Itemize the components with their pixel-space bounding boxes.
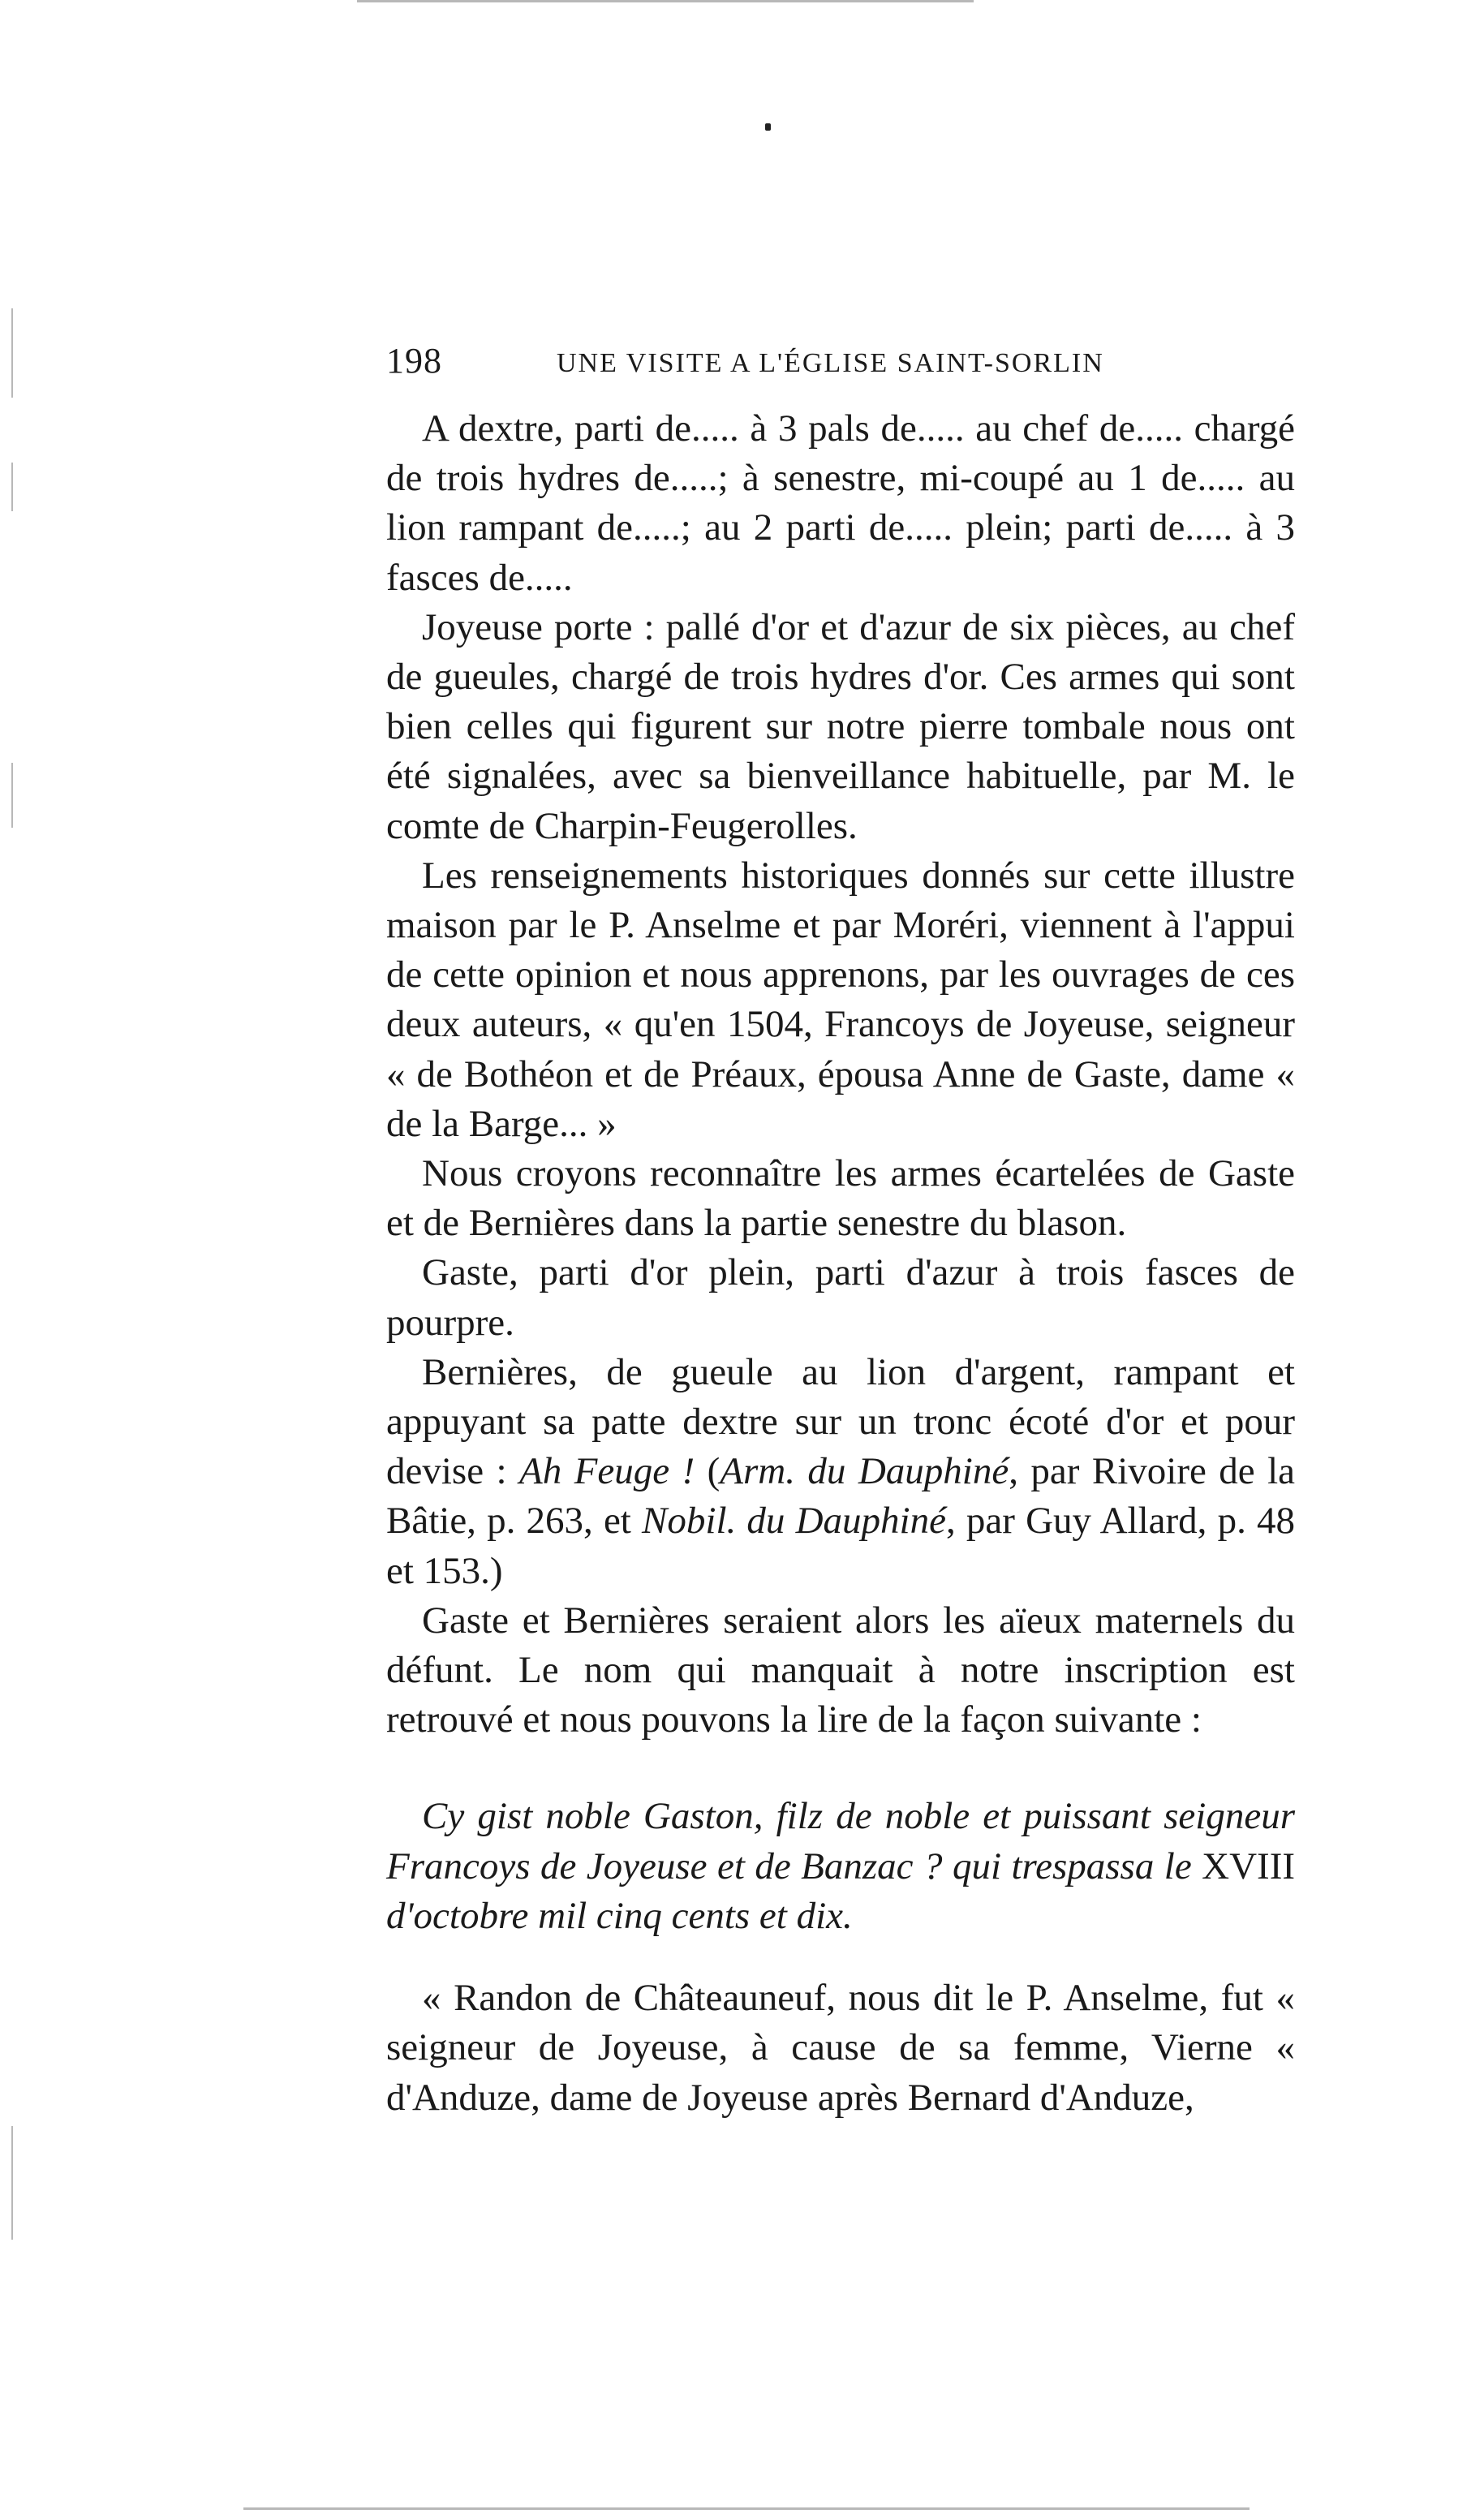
scan-edge-left-2 (11, 463, 13, 511)
bernieres-text-b: ( (695, 1450, 720, 1493)
running-title: UNE VISITE A L'ÉGLISE SAINT-SORLIN (557, 348, 1104, 378)
paragraph-ancestors: Gaste et Bernières seraient alors les aïeux maternels du défunt. Le nom qui manquait à notre inscription est retrouvé et nous pouvons la lire de la façon suivante : (386, 1599, 1295, 1741)
body-text (386, 404, 1295, 2123)
inscription-text-b: d'octobre mil cinq cents et dix. (386, 1894, 853, 1937)
ink-speck (765, 123, 771, 131)
scan-edge-left-4 (11, 2126, 13, 2240)
scan-edge-top (357, 0, 974, 2)
scan-edge-left-3 (11, 763, 13, 828)
paragraph-bernieres (386, 1348, 1295, 1596)
bernieres-text-c: , par Rivoire de la Bâtie, p. 263, et (386, 1450, 1295, 1543)
bernieres-motto: Ah Feuge ! (519, 1450, 695, 1493)
paragraph-blazon: A dextre, parti de..... à 3 pals de..... au chef de..... chargé de trois hydres de.....; à senestre, mi-coupé au 1 de..... au lion rampant de.....; au 2 parti de..... plein; parti de..... à 3 fasces de..... (386, 407, 1295, 599)
paragraph-historical-info: Les renseignements historiques donnés sur cette illustre maison par le P. Anselme et par Moréri, viennent à l'appui de cette opinion et nous apprenons, par les ouvrages de ces deux auteurs, « qu'en 1504, Francoys de Joyeuse, seigneur « de Bothéon et de Préaux, épousa Anne de Gaste, dame « de la Barge... » (386, 854, 1295, 1145)
inscription-date: XVIII (1202, 1844, 1295, 1887)
scan-edge-left-1 (11, 308, 13, 398)
page-number: 198 (386, 341, 442, 381)
inscription-reading (386, 1792, 1295, 1941)
bernieres-reference-1: Arm. du Dauphiné (720, 1450, 1009, 1493)
inscription-text-a: Cy gist noble Gaston, filz de noble et puissant seigneur Francoys de Joyeuse et de Banzac ? qui trespassa le (386, 1795, 1295, 1887)
paragraph-joyeuse-arms: Joyeuse porte : pallé d'or et d'azur de six pièces, au chef de gueules, chargé de trois hydres d'or. Ces armes qui sont bien celles qui figurent sur notre pierre tombale nous ont été signalées, avec sa bienveillance habituelle, par M. le comte de Charpin-Feugerolles. (386, 605, 1295, 847)
bernieres-reference-2: Nobil. du Dauphiné (642, 1500, 946, 1543)
paragraph-gaste-bernieres: Nous croyons reconnaître les armes écartelées de Gaste et de Bernières dans la partie senestre du blason. (386, 1152, 1295, 1245)
bernieres-text-d: , par Guy Allard, p. 48 et 153.) (386, 1500, 1296, 1592)
paragraph-gaste: Gaste, parti d'or plein, parti d'azur à trois fasces de pourpre. (386, 1251, 1295, 1344)
paragraph-randon: « Randon de Châteauneuf, nous dit le P. Anselme, fut « seigneur de Joyeuse, à cause de sa femme, Vierne « d'Anduze, dame de Joyeuse après Bernard d'Anduze, (386, 1977, 1295, 2119)
bernieres-text-a: Bernières, de gueule au lion d'argent, rampant et appuyant sa patte dextre sur un tronc écoté d'or et pour devise : (386, 1350, 1295, 1493)
scan-edge-bottom (243, 2507, 1250, 2510)
